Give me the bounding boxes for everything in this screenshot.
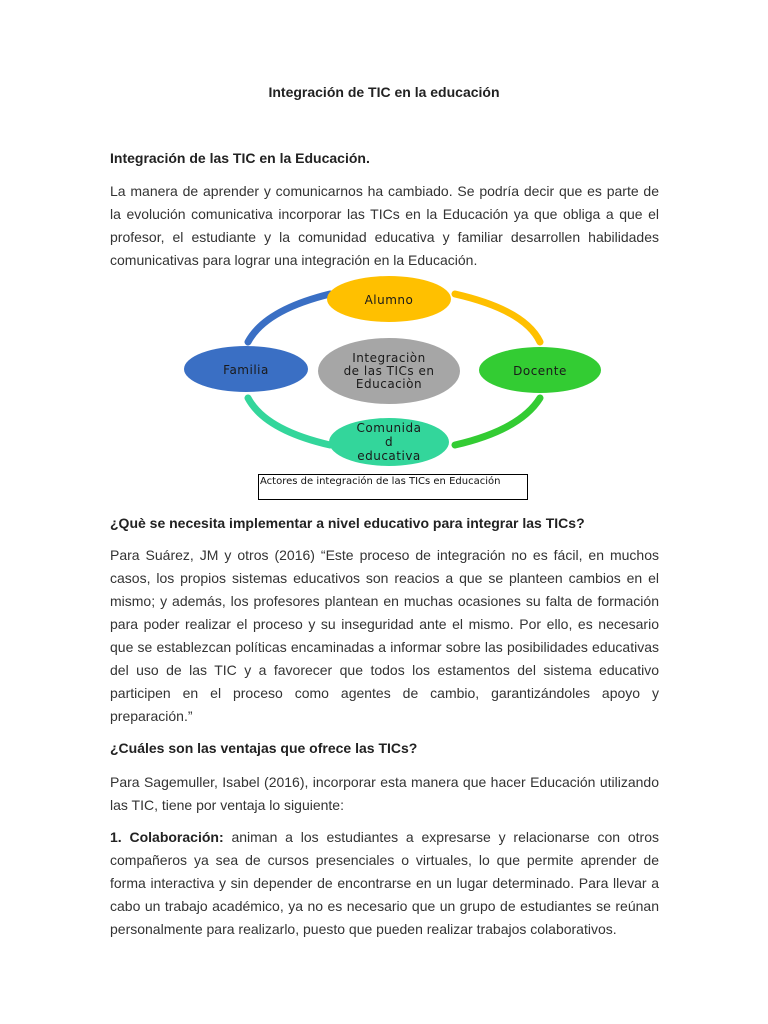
section3-paragraph: Para Sagemuller, Isabel (2016), incorporar esta manera que hacer Educación utilizando las TIC, tiene por ventaja lo siguiente: <box>110 774 659 813</box>
node-alumno-label: Alumno <box>364 293 414 307</box>
advantage-item-colaboracion <box>110 826 659 941</box>
section2-heading: ¿Què se necesita implementar a nivel educativo para integrar las TICs? <box>110 515 585 531</box>
arc-right-bottom <box>455 398 540 445</box>
node-familia-label: Familia <box>223 363 269 377</box>
document-title: Integración de TIC en la educación <box>268 84 500 100</box>
arc-left-top <box>248 294 330 342</box>
center-label-line2: de las TICs en <box>343 364 435 378</box>
section1-heading: Integración de las TIC en la Educación. <box>110 150 370 166</box>
node-comunidad-label-line3: educativa <box>357 449 421 463</box>
arc-top-right <box>455 294 540 342</box>
advantage-item-text: animan a los estudiantes a expresarse y relacionarse con otros compañeros ya sea de cursos presenciales o virtuales, lo que permite aprender de forma interactiva y sin depender de encontrarse en un lugar determinado. Para llevar a cabo un trabajo académico, ya no es necesario que un grupo de estudiantes se reúnan personalmente para realizarlo, puesto que pueden realizar trabajos colaborativos. <box>110 829 660 937</box>
center-label-line3: Educaciòn <box>355 377 423 391</box>
node-comunidad-label-line2: d <box>384 435 394 449</box>
node-docente-label: Docente <box>513 364 567 378</box>
arc-bottom-left <box>248 398 330 445</box>
section2-paragraph: Para Suárez, JM y otros (2016) “Este proceso de integración no es fácil, en muchos casos, los propios sistemas educativos son reacios a que se planteen cambios en el mismo; y además, los profesores plantean en muchas ocasiones su falta de formación para poder realizar el proceso y su inseguridad ante el mismo. Por ello, es necesario que se establezcan políticas encaminadas a informar sobre las posibilidades educativas del uso de las TIC y a favorecer que todos los estamentos del sistema educativo participen en el proceso como agentes de cambio, garantizándoles apoyo y preparación.” <box>110 547 659 724</box>
center-label-line1: Integraciòn <box>352 351 426 365</box>
advantage-item-label: 1. Colaboración: <box>110 829 224 845</box>
section1-paragraph: La manera de aprender y comunicarnos ha cambiado. Se podría decir que es parte de la evolución comunicativa incorporar las TICs en la Educación ya que obliga a que el profesor, el estudiante y la comunidad educativa y familiar desarrollen habilidades comunicativas para lograr una integración en la Educación. <box>110 183 659 268</box>
diagram-caption: Actores de integración de las TICs en Educación <box>258 474 528 500</box>
node-comunidad-label-line1: Comunida <box>356 421 422 435</box>
section3-heading: ¿Cuáles son las ventajas que ofrece las TICs? <box>110 740 418 756</box>
